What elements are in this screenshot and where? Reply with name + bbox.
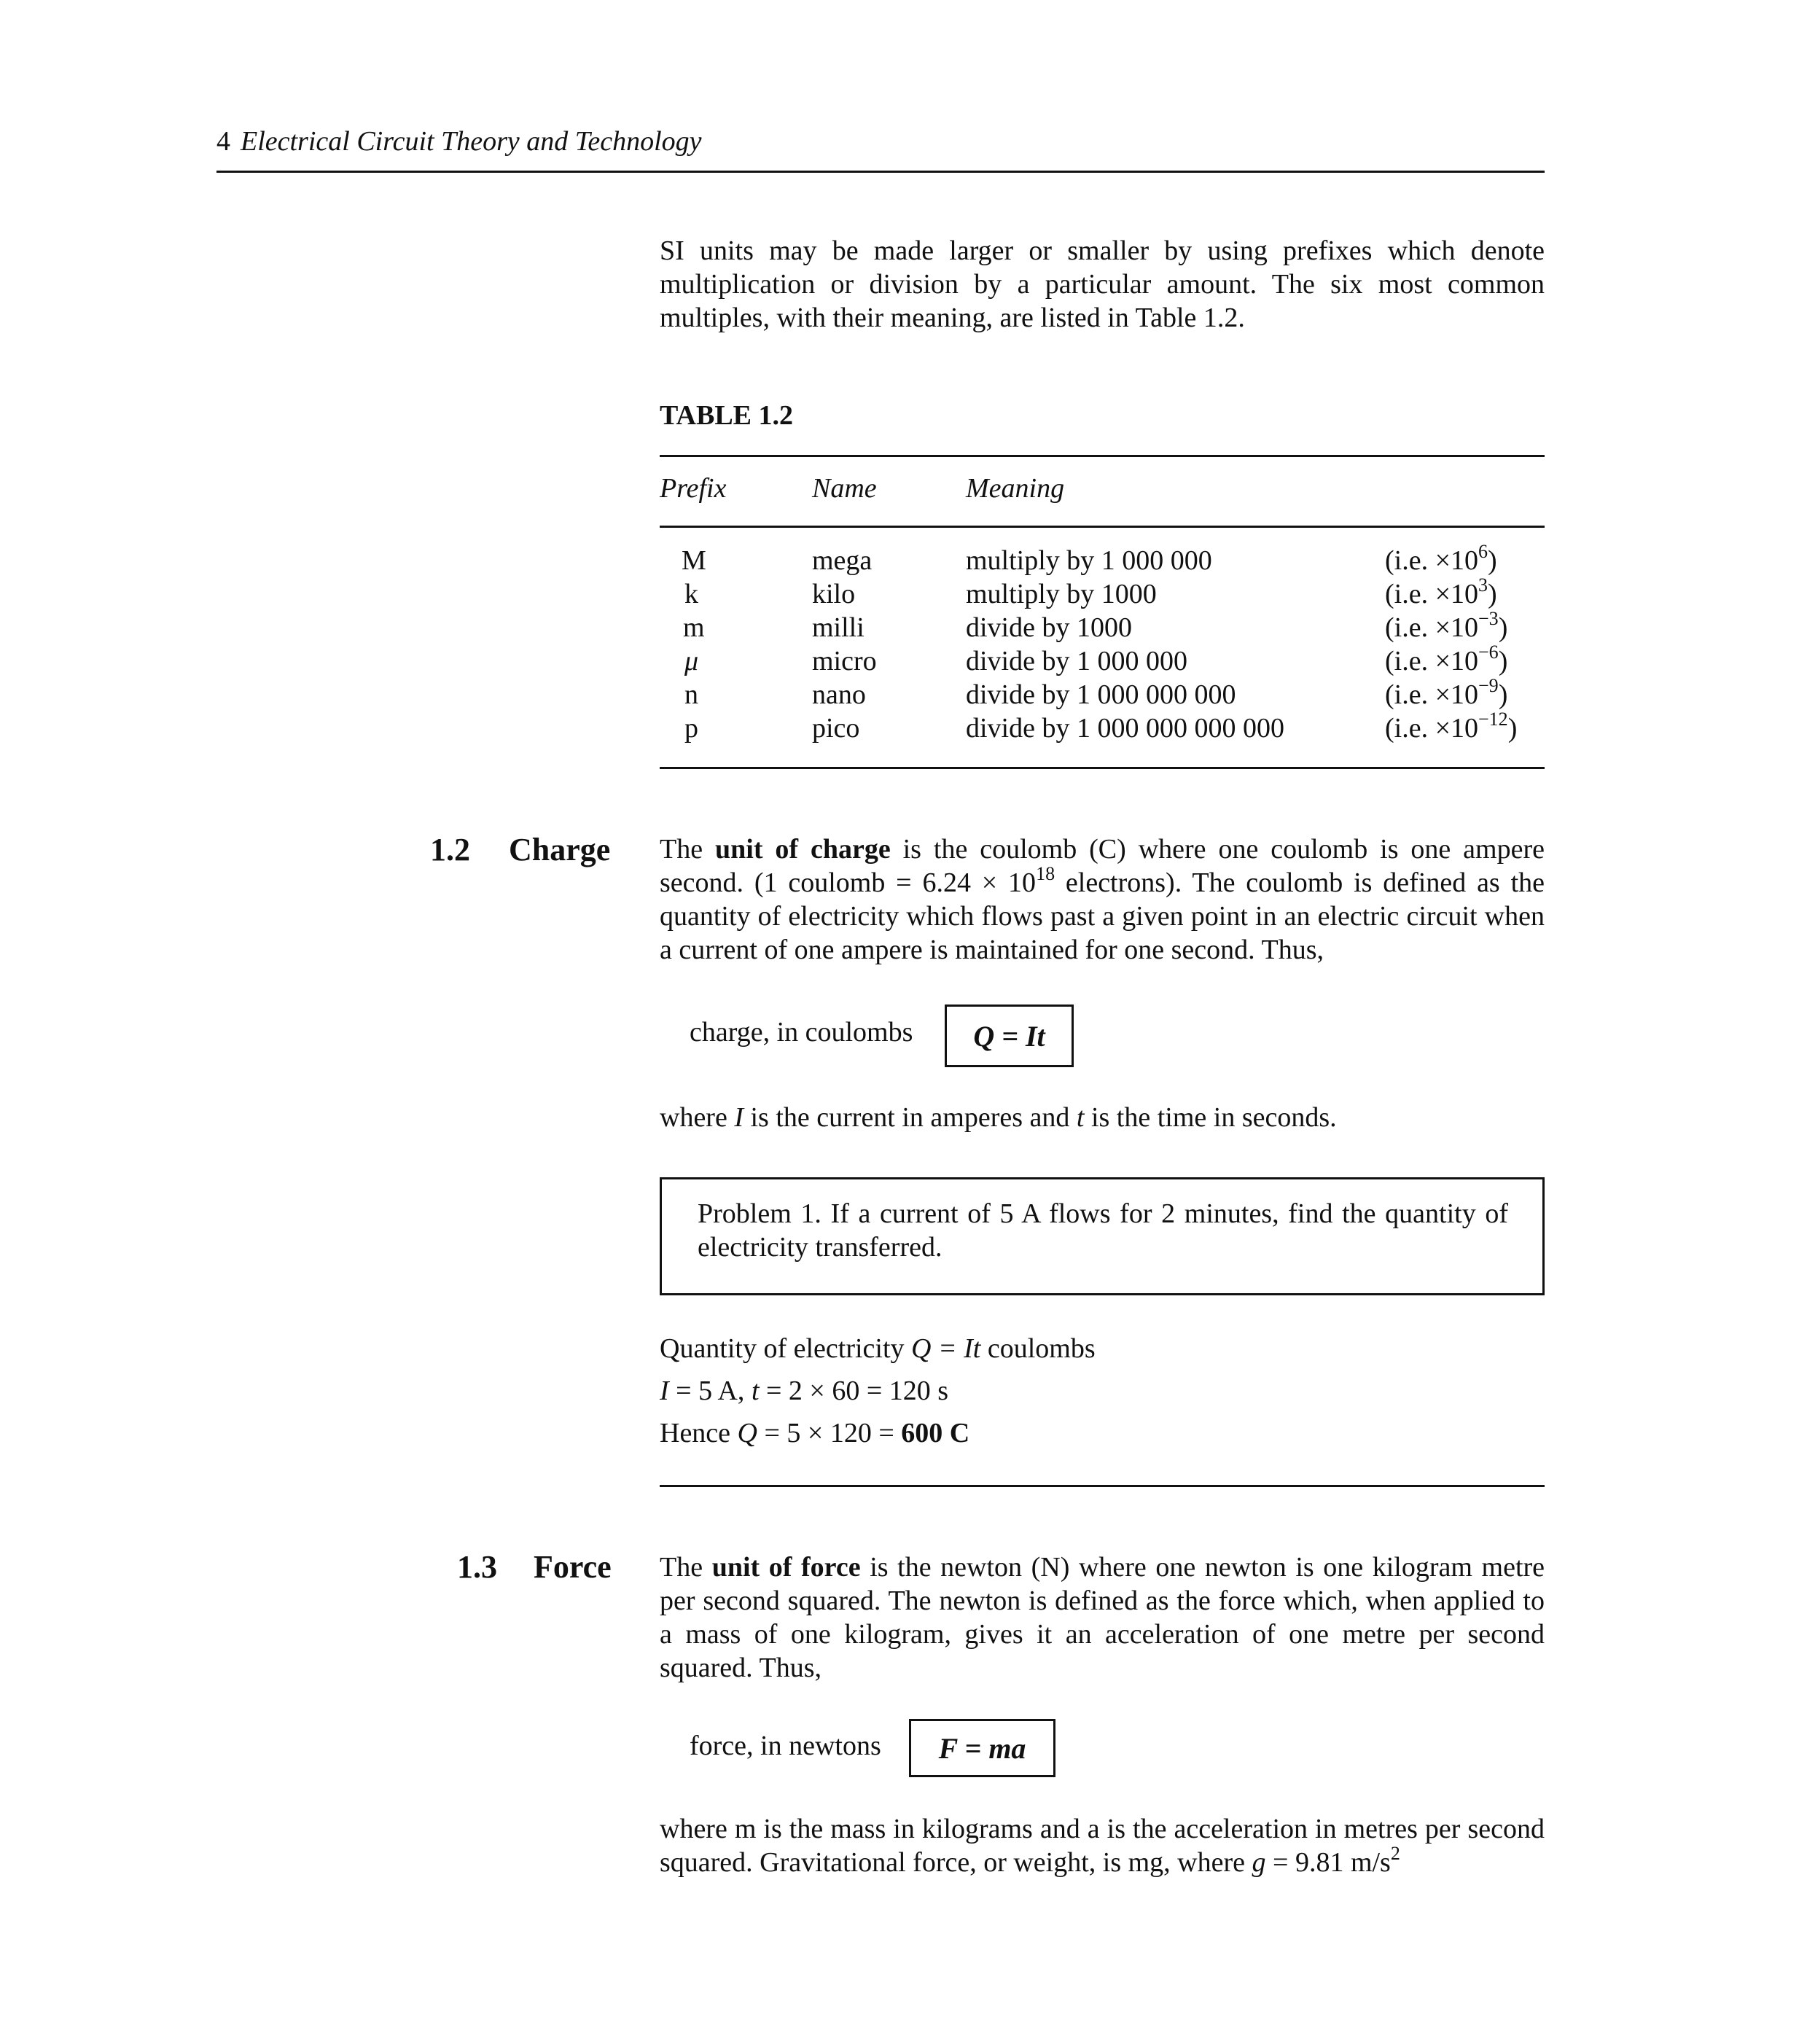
charge-formula-label: charge, in coulombs: [690, 1017, 913, 1048]
problem-text: Problem 1. If a current of 5 A flows for 2 minutes, find the quantity of electricity transferred.: [698, 1198, 1508, 1263]
table-cell-ie: (i.e. $\times 10^{-6}$): [1385, 641, 1508, 676]
table-cell-prefix: k: [684, 579, 698, 609]
table-cell-ie: (i.e. $\times 10^3$): [1385, 574, 1497, 609]
table-cell-meaning: divide by 1000: [966, 612, 1132, 643]
charge-formula-box: Q = It: [945, 1005, 1074, 1067]
table-cell-name: nano: [812, 679, 866, 710]
table-cell-prefix: p: [684, 713, 698, 744]
table-bottom-rule: [660, 767, 1545, 769]
table-header-meaning: Meaning: [966, 473, 1065, 504]
solution-rule: [660, 1485, 1545, 1487]
section-title-force: Force: [534, 1549, 612, 1585]
page-number: 4: [216, 126, 230, 157]
section-title-charge: Charge: [509, 832, 611, 867]
solution-line-1: Quantity of electricity Q = It coulombs: [660, 1333, 1096, 1364]
table-cell-meaning: divide by 1 000 000: [966, 646, 1187, 676]
solution-line-2: I = 5 A, t = 2 × 60 = 120 s: [660, 1376, 949, 1406]
table-cell-meaning: divide by 1 000 000 000 000: [966, 713, 1284, 744]
table-cell-meaning: divide by 1 000 000 000: [966, 679, 1236, 710]
force-formula-label: force, in newtons: [690, 1731, 881, 1761]
table-top-rule: [660, 455, 1545, 457]
table-cell-prefix: n: [684, 679, 698, 710]
table-cell-name: milli: [812, 612, 865, 643]
table-header-name: Name: [812, 473, 877, 504]
table-cell-prefix: μ: [684, 646, 699, 676]
force-definition-paragraph: where m is the mass in kilograms and a is the acceleration in metres per second squared. Gravitational force, or weight, is mg, where g = 9.81 $m/s^2$: [660, 1814, 1545, 1878]
section-number-charge: 1.2: [430, 832, 470, 867]
charge-paragraph: The unit of charge is the coulomb (C) where one coulomb is one ampere second. (1 coulomb = $6.24 \times 10^{18}$ electrons). The coulomb is defined as the quantity of electricity which flows past a given point in an electric circuit when a current of one ampere is maintained for one second. Thus,: [660, 834, 1545, 965]
book-title: Electrical Circuit Theory and Technology: [241, 126, 702, 157]
table-title: TABLE 1.2: [660, 400, 794, 431]
force-formula-box: F = ma: [909, 1719, 1055, 1777]
table-cell-name: mega: [812, 545, 873, 576]
table-cell-name: pico: [812, 713, 860, 744]
table-header-prefix: Prefix: [660, 473, 727, 504]
table-cell-ie: (i.e. $\times 10^{-12}$): [1385, 709, 1518, 744]
solution-line-3: Hence Q = 5 × 120 = 600 C: [660, 1418, 970, 1448]
table-cell-prefix: m: [683, 612, 705, 643]
section-number-force: 1.3: [457, 1549, 497, 1585]
table-header-rule: [660, 526, 1545, 528]
header-rule: [216, 171, 1545, 173]
running-head: [216, 125, 1545, 159]
charge-definition-paragraph: where I is the current in amperes and t is the time in seconds.: [660, 1102, 1337, 1133]
table-cell-prefix: M: [682, 545, 706, 576]
table-cell-ie: (i.e. $\times 10^6$): [1385, 541, 1497, 576]
table-cell-ie: (i.e. $\times 10^{-3}$): [1385, 608, 1508, 643]
intro-paragraph: SI units may be made larger or smaller by using prefixes which denote multiplication or division by a particular amount. The six most common multiples, with their meaning, are listed in Table 1.2.: [660, 235, 1545, 333]
table-cell-meaning: multiply by 1 000 000: [966, 545, 1212, 576]
force-paragraph: The unit of force is the newton (N) where one newton is one kilogram metre per second squared. The newton is defined as the force which, when applied to a mass of one kilogram, gives it an acceleration of one metre per second squared. Thus,: [660, 1552, 1545, 1683]
table-cell-ie: (i.e. $\times 10^{-9}$): [1385, 675, 1508, 710]
table-cell-name: micro: [812, 646, 877, 676]
table-cell-meaning: multiply by 1000: [966, 579, 1157, 609]
table-cell-name: kilo: [812, 579, 856, 609]
